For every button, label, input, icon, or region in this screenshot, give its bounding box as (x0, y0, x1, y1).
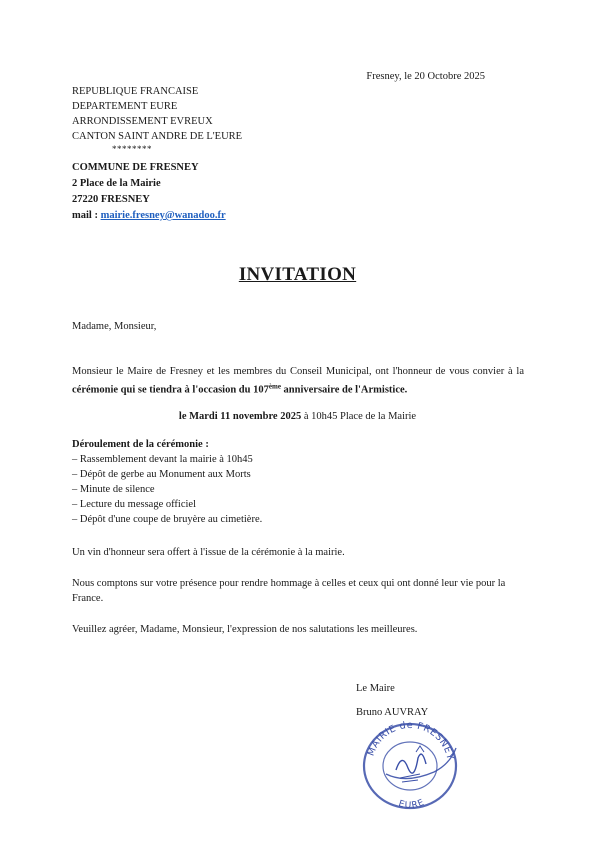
signatory-name: Bruno AUVRAY (356, 707, 429, 718)
admin-line: DEPARTEMENT EURE (72, 101, 178, 112)
reception-paragraph: Un vin d'honneur sera offert à l'issue de la cérémonie à la mairie. (72, 547, 345, 558)
intro-plain: Monsieur le Maire de Fresney et les membres du Conseil Municipal, ont l'honneur de vous convier à la (72, 366, 524, 377)
intro-sup: ème (268, 382, 281, 390)
header-separator: ******** (112, 144, 152, 154)
greeting: Madame, Monsieur, (72, 321, 157, 332)
program-item: – Rassemblement devant la mairie à 10h45 (72, 454, 253, 465)
tribute-paragraph: Nous comptons sur votre présence pour rendre hommage à celles et ceux qui ont donné leur vie pour la France. (72, 578, 506, 604)
signatory-role: Le Maire (356, 683, 395, 694)
intro-bold-a: cérémonie qui se tiendra à l'occasion du 107 (72, 384, 269, 396)
stamp-top-text: MAIRIE de FRESNEY (365, 719, 456, 762)
program-item: – Dépôt d'une coupe de bruyère au cimetière. (72, 514, 263, 525)
commune-street: 2 Place de la Mairie (72, 178, 161, 189)
program-item: – Dépôt de gerbe au Monument aux Morts (72, 469, 251, 480)
event-place: à 10h45 Place de la Mairie (301, 411, 417, 422)
admin-line: ARRONDISSEMENT EVREUX (72, 116, 213, 127)
commune-name: COMMUNE DE FRESNEY (72, 162, 199, 173)
stamp-bottom-text: EURE (397, 797, 427, 812)
administrative-header (72, 84, 242, 144)
admin-line: REPUBLIQUE FRANCAISE (72, 86, 199, 97)
intro-paragraph (72, 364, 524, 398)
intro-bold-b: anniversaire de l'Armistice. (280, 384, 408, 396)
commune-mail (72, 208, 226, 224)
event-date: le Mardi 11 novembre 2025 (178, 411, 302, 422)
commune-city: 27220 FRESNEY (72, 194, 150, 205)
page-title: INVITATION (238, 264, 357, 285)
mail-label: mail : (72, 210, 101, 221)
admin-line: CANTON SAINT ANDRE DE L'EURE (72, 131, 243, 142)
program-list (72, 452, 262, 527)
program-title: Déroulement de la cérémonie : (72, 439, 209, 450)
closing-paragraph: Veuillez agréer, Madame, Monsieur, l'expression de nos salutations les meilleures. (72, 624, 418, 635)
mail-link[interactable]: mairie.fresney@wanadoo.fr (100, 210, 226, 221)
mayor-stamp-seal (356, 712, 464, 812)
letter-date: Fresney, le 20 Octobre 2025 (366, 71, 485, 82)
program-item: – Lecture du message officiel (72, 499, 197, 510)
commune-block (72, 160, 226, 224)
program-item: – Minute de silence (72, 484, 155, 495)
event-datetime (0, 411, 595, 422)
